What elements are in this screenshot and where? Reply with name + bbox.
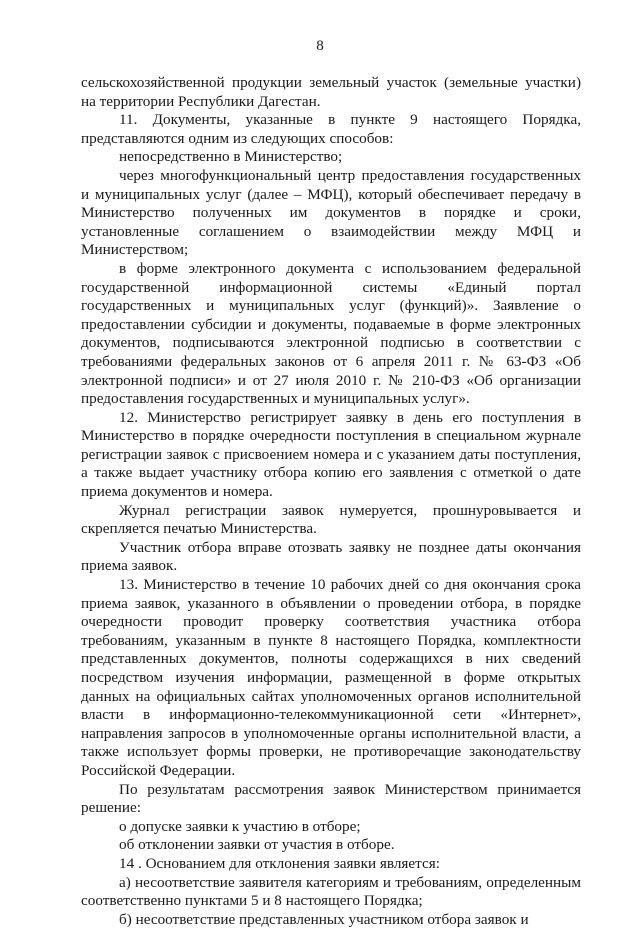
paragraph: о допуске заявки к участию в отборе; <box>119 817 361 835</box>
paragraph: 11. Документы, указанные в пункте 9 настоящего Порядка, представляются одним из следующих способов: <box>81 111 581 147</box>
paragraph: 13. Министерство в течение 10 рабочих дней со дня окончания срока приема заявок, указанного в объявлении о проведении отбора, в порядке очередности проводит проверку соответствия участника отбора требованиям, указанным в пункте 8 настоящего Порядка, комплектности представленных документов, полноты содержащихся в них сведений посредством изучения информации, размещенной в форме открытых данных на официальных сайтах уполномоченных органов исполнительной власти в информационно-телекоммуникационной сети «Интернет», направления запросов в уполномоченные органы исполнительной власти, а также использует формы проверки, не противоречащие законодательству Российской Федерации. <box>81 576 581 779</box>
paragraph: 14 . Основанием для отклонения заявки является: <box>119 854 440 872</box>
document-body <box>81 74 581 929</box>
paragraph: Участник отбора вправе отозвать заявку не позднее даты окончания приема заявок. <box>81 538 581 575</box>
paragraph: непосредственно в Министерство; <box>119 148 343 166</box>
paragraph: об отклонении заявки от участия в отборе. <box>119 836 395 854</box>
paragraph: а) несоответствие заявителя категориям и требованиям, определенным соответственно пунктами 5 и 8 настоящего Порядка; <box>81 873 581 910</box>
paragraph: Журнал регистрации заявок нумеруется, прошнуровывается и скрепляется печатью Министерства. <box>81 501 581 538</box>
paragraph: По результатам рассмотрения заявок Министерством принимается решение: <box>81 780 581 817</box>
paragraph: 12. Министерство регистрирует заявку в день его поступления в Министерство в порядке очередности поступления в специальном журнале регистрации заявок с присвоением номера и с указанием даты поступления, а также выдает участнику отбора копию его заявления с отметкой о дате приема документов и номера. <box>81 408 581 501</box>
paragraph: в форме электронного документа с использованием федеральной государственной информационной системы «Единый портал государственных и муниципальных услуг (функций)». Заявление о предоставлении субсидии и документы, подаваемые в форме электронных документов, подписываются электронной подписью в соответствии с требованиями федеральных законов от 6 апреля 2011 г. № 63-ФЗ «Об электронной подписи» и от 27 июля 2010 г. № 210-ФЗ «Об организации предоставления государственных и муниципальных услуг». <box>81 259 581 408</box>
paragraph: через многофункциональный центр предоставления государственных и муниципальных услуг (далее – МФЦ), который обеспечивает передачу в Министерство полученных им документов в порядке и сроки, установленные соглашением о взаимодействии между МФЦ и Министерством; <box>81 166 581 259</box>
page-number: 8 <box>316 38 324 54</box>
paragraph: сельскохозяйственной продукции земельный участок (земельные участки) на территории Республики Дагестан. <box>81 74 581 110</box>
paragraph: б) несоответствие представленных участником отбора заявок и <box>119 910 529 928</box>
